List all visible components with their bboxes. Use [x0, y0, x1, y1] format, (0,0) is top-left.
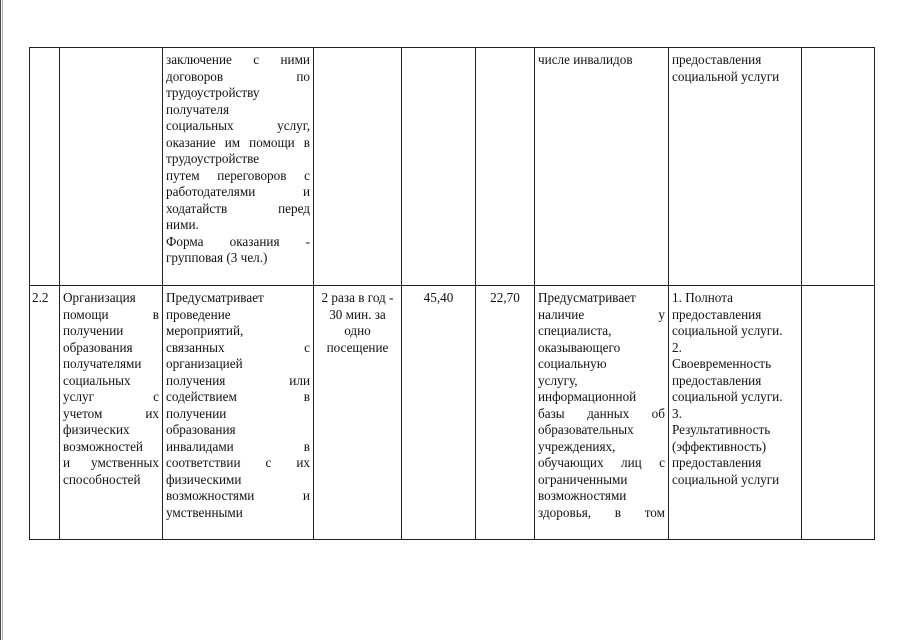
cell-quality: [669, 286, 802, 540]
desc-line: проведение: [166, 306, 231, 322]
quality-line: 3.: [672, 405, 682, 421]
desc-line: договоров по: [166, 68, 310, 84]
quality-line: социальной услуги.: [672, 323, 783, 338]
desc-line: групповая (3 чел.): [166, 250, 268, 265]
conditions-line: базы данных об: [538, 405, 665, 421]
desc-line: Предусматривает: [166, 290, 264, 305]
conditions-line: социальную: [538, 356, 607, 371]
price-partial: 22,70: [490, 290, 520, 305]
quality-line: предоставления: [672, 455, 762, 470]
name-line: помощи в: [63, 306, 159, 322]
conditions-line: оказывающего: [538, 339, 621, 355]
cell-notes-empty: [802, 48, 875, 286]
row-number: 2.2: [32, 290, 49, 305]
desc-line: социальных услуг,: [166, 118, 310, 133]
scan-edge: [0, 0, 1, 640]
scan-edge-shadow: [2, 0, 3, 640]
conditions-line: ограниченными: [538, 471, 628, 487]
cell-period-empty: [314, 48, 402, 286]
desc-line: получателя: [166, 101, 230, 117]
table-row-2-2: [30, 286, 875, 540]
conditions-line: учреждениях,: [538, 438, 616, 454]
cell-price2-empty: [476, 48, 535, 286]
name-line: и умственных: [63, 455, 159, 470]
conditions-line: специалиста,: [538, 323, 612, 338]
period-line: 30 мин. за: [329, 306, 386, 322]
conditions-line: Предусматривает: [538, 290, 636, 305]
desc-line: ними.: [166, 217, 199, 232]
quality-line: предоставления: [672, 372, 762, 388]
name-line: учетом их: [63, 405, 159, 421]
quality-line: 1. Полнота: [672, 290, 733, 305]
desc-line: трудоустройстве: [166, 151, 260, 166]
conditions-line: информационной: [538, 389, 637, 404]
desc-line: инвалидами в: [166, 438, 310, 454]
period-line: посещение: [326, 339, 389, 355]
conditions-line: обучающих лиц с: [538, 455, 665, 470]
desc-line: мероприятий,: [166, 323, 244, 338]
conditions-line: услугу,: [538, 372, 578, 388]
name-line: физических: [63, 422, 130, 437]
period-line: одно: [344, 323, 371, 338]
cell-period: [314, 286, 402, 540]
cell-conditions: [535, 286, 669, 540]
cell-price1-empty: [402, 48, 476, 286]
conditions-line: образовательных: [538, 422, 634, 437]
period-line: 2 раза в год -: [321, 290, 394, 305]
quality-line: Результативность: [672, 422, 771, 437]
desc-line: ходатайств перед: [166, 200, 310, 216]
name-line: способностей: [63, 471, 141, 487]
desc-line: оказание им помощи в: [166, 134, 310, 150]
desc-line: трудоустройству: [166, 85, 260, 100]
table-row-continuation: [30, 48, 875, 286]
desc-line: умственными: [166, 504, 243, 520]
quality-line: социальной услуги: [672, 68, 780, 84]
services-table: [29, 47, 875, 540]
quality-line: социальной услуги: [672, 471, 780, 487]
conditions-line: здоровья, в том: [538, 504, 665, 520]
cell-notes: [802, 286, 875, 540]
name-line: социальных: [63, 372, 131, 388]
quality-line: предоставления: [672, 52, 762, 67]
desc-line: содействием в: [166, 389, 310, 404]
cell-service-name: [60, 286, 163, 540]
name-line: получателями: [63, 356, 142, 371]
cell-price-partial: [476, 286, 535, 540]
cell-number: [30, 286, 60, 540]
cell-name-empty: [60, 48, 163, 286]
name-line: образования: [63, 339, 133, 355]
desc-line: получении: [166, 405, 227, 421]
cell-conditions-cont: [535, 48, 669, 286]
price-full: 45,40: [423, 290, 454, 305]
desc-line: работодателями и: [166, 184, 310, 199]
desc-line: заключение с ними: [166, 52, 310, 67]
conditions-line: наличие у: [538, 306, 665, 322]
desc-line: связанных с: [166, 339, 310, 355]
desc-line: получения или: [166, 372, 310, 388]
desc-line: образования: [166, 422, 236, 437]
conditions-line: числе инвалидов: [538, 52, 633, 67]
desc-line: физическими: [166, 471, 242, 487]
cell-description: [163, 286, 314, 540]
desc-line: организацией: [166, 356, 243, 371]
cell-quality-cont: [669, 48, 802, 286]
quality-line: 2.: [672, 339, 682, 355]
desc-line: Форма оказания -: [166, 233, 310, 249]
quality-line: социальной услуги.: [672, 389, 783, 404]
name-line: возможностей: [63, 438, 143, 454]
quality-line: предоставления: [672, 306, 762, 322]
name-line: услуг с: [63, 389, 159, 404]
cell-description-cont: [163, 48, 314, 286]
desc-line: соответствии с их: [166, 455, 310, 470]
name-line: получении: [63, 323, 124, 338]
name-line: Организация: [63, 290, 136, 305]
desc-line: возможностями и: [166, 488, 310, 503]
cell-price-full: [402, 286, 476, 540]
desc-line: путем переговоров с: [166, 167, 310, 183]
quality-line: Своевременность: [672, 356, 772, 371]
conditions-line: возможностями: [538, 488, 627, 503]
cell-num-empty: [30, 48, 60, 286]
quality-line: (эффективность): [672, 438, 767, 454]
